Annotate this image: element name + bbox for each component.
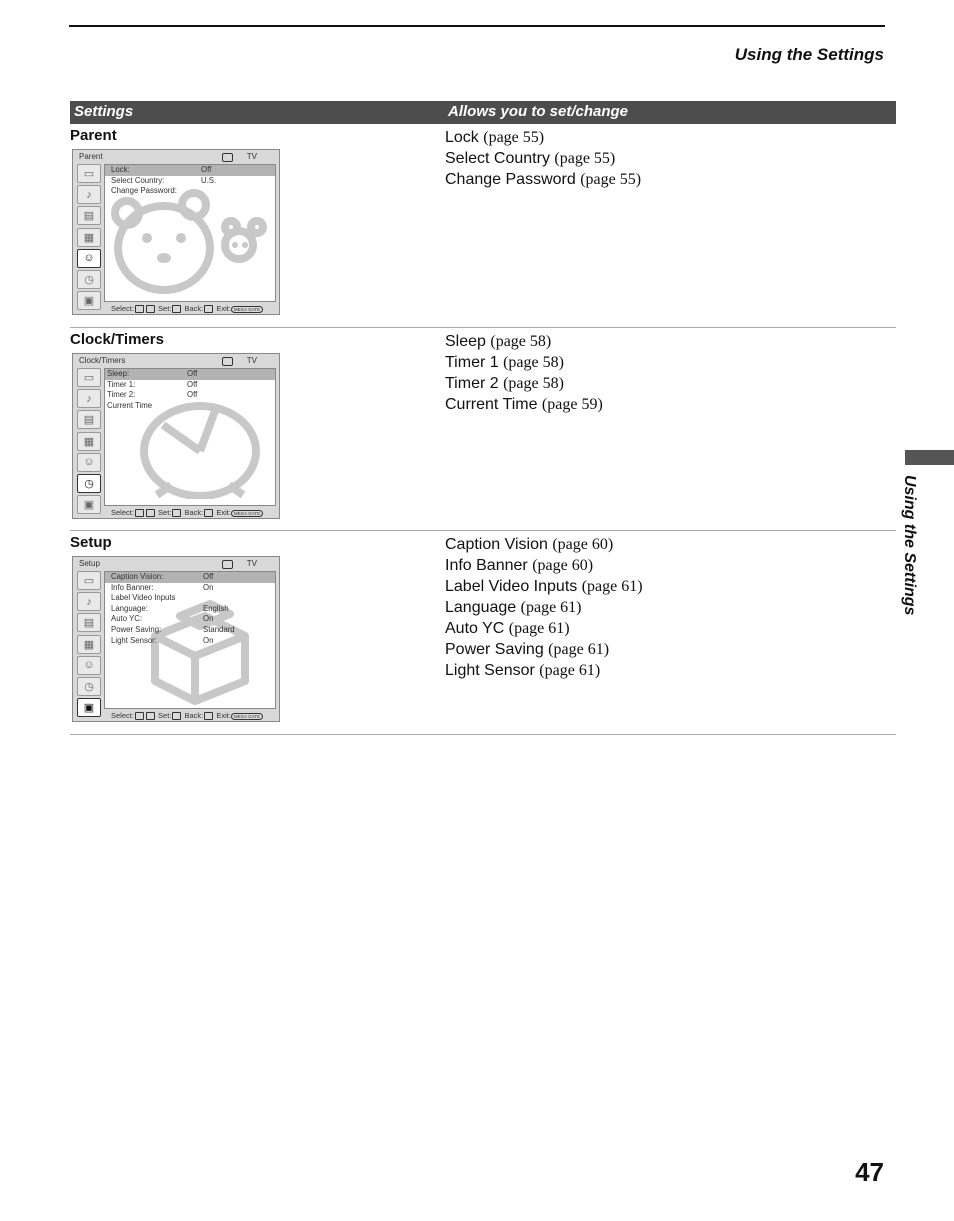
row-title: Clock/Timers [70, 331, 164, 348]
menu-row: Current Time [107, 400, 153, 410]
clock-menu-icon: ◷ [77, 474, 101, 493]
screen-input: TV [246, 559, 257, 568]
menu-row: Lock: Off [105, 165, 275, 176]
row-divider [70, 530, 896, 531]
setting-item: Auto YC (page 61) [445, 620, 570, 637]
menu-row: Change Password: [111, 186, 177, 196]
setup-menu-icon: ▣ [77, 291, 101, 310]
setting-item: Current Time (page 59) [445, 396, 603, 413]
menu-row: Label Video Inputs [111, 593, 176, 603]
menu-row: Timer 1: Off [107, 379, 198, 389]
screen-menu-icon: ▦ [77, 228, 101, 247]
menu-panel [104, 571, 276, 709]
running-title: Using the Settings [734, 45, 884, 64]
tv-screen-clock-timers [72, 353, 280, 519]
bear-watermark-icon [109, 183, 276, 302]
top-rule [69, 25, 885, 27]
menu-panel [104, 368, 276, 506]
setup-menu-icon: ▣ [77, 495, 101, 514]
sound-menu-icon: ♪ [77, 592, 101, 611]
setting-item: Power Saving (page 61) [445, 641, 610, 658]
clock-menu-icon: ◷ [77, 677, 101, 696]
screen-footer: Select: Set: Back: Exit: MEGA GATE [111, 711, 263, 720]
setting-item: Timer 2 (page 58) [445, 375, 564, 392]
table-header [70, 101, 896, 124]
setting-item: Change Password (page 55) [445, 171, 642, 188]
screen-footer: Select: Set: Back: Exit: MEGA GATE [111, 508, 263, 517]
screen-title: Parent [79, 152, 103, 161]
parent-menu-icon: ☺ [77, 656, 101, 675]
setting-item: Lock (page 55) [445, 129, 545, 146]
setting-items [445, 534, 643, 681]
screen-title: Setup [79, 559, 100, 568]
screen-input: TV [246, 356, 257, 365]
parent-menu-icon: ☺ [77, 453, 101, 472]
setting-items [445, 127, 641, 190]
col-allows-header: Allows you to set/change [448, 103, 629, 120]
sound-menu-icon: ♪ [77, 389, 101, 408]
tv-icon [222, 357, 233, 366]
setting-item: Select Country (page 55) [445, 150, 616, 167]
tv-icon [222, 153, 233, 162]
menu-icon-column [77, 571, 103, 719]
setting-item: Info Banner (page 60) [445, 557, 594, 574]
screen-menu-icon: ▦ [77, 635, 101, 654]
col-settings-header: Settings [74, 103, 134, 120]
menu-row: Language: English [111, 603, 229, 613]
screen-footer: Select: Set: Back: Exit: MEGA GATE [111, 304, 263, 313]
menu-panel [104, 164, 276, 302]
channel-menu-icon: ▤ [77, 613, 101, 632]
menu-row: Info Banner: On [111, 582, 214, 592]
picture-menu-icon: ▭ [77, 368, 101, 387]
parent-menu-icon: ☺ [77, 249, 101, 268]
page-number: 47 [855, 1157, 884, 1187]
tv-screen-parent [72, 149, 280, 315]
screen-input: TV [246, 152, 257, 161]
section-tab-marker [905, 450, 954, 465]
setting-item: Timer 1 (page 58) [445, 354, 564, 371]
sound-menu-icon: ♪ [77, 185, 101, 204]
menu-icon-column [77, 164, 103, 312]
setting-items [445, 331, 603, 415]
menu-icon-column [77, 368, 103, 516]
row-title: Parent [70, 127, 117, 144]
setup-menu-icon: ▣ [77, 698, 101, 717]
setting-item: Caption Vision (page 60) [445, 536, 614, 553]
tv-icon [222, 560, 233, 569]
menu-row: Caption Vision: Off [105, 572, 275, 583]
tv-screen-setup [72, 556, 280, 722]
row-divider [70, 734, 896, 735]
mega-gate-badge: MEGA GATE [231, 510, 263, 517]
menu-row: Timer 2: Off [107, 390, 198, 400]
mega-gate-badge: MEGA GATE [231, 306, 263, 313]
channel-menu-icon: ▤ [77, 410, 101, 429]
picture-menu-icon: ▭ [77, 571, 101, 590]
menu-row: Power Saving: Standard [111, 624, 235, 634]
row-title: Setup [70, 534, 112, 551]
menu-row: Light Sensor: On [111, 635, 214, 645]
menu-row: Auto YC: On [111, 614, 214, 624]
section-side-label: Using the Settings [901, 475, 918, 616]
screen-menu-icon: ▦ [77, 432, 101, 451]
menu-row: Sleep: Off [105, 369, 275, 380]
row-divider [70, 327, 896, 328]
menu-row: Select Country: U.S. [111, 175, 217, 185]
setting-item: Language (page 61) [445, 599, 582, 616]
clock-menu-icon: ◷ [77, 270, 101, 289]
mega-gate-badge: MEGA GATE [231, 713, 263, 720]
setting-item: Label Video Inputs (page 61) [445, 578, 643, 595]
setting-item: Sleep (page 58) [445, 333, 552, 350]
screen-title: Clock/Timers [79, 356, 126, 365]
channel-menu-icon: ▤ [77, 206, 101, 225]
picture-menu-icon: ▭ [77, 164, 101, 183]
setting-item: Light Sensor (page 61) [445, 662, 601, 679]
